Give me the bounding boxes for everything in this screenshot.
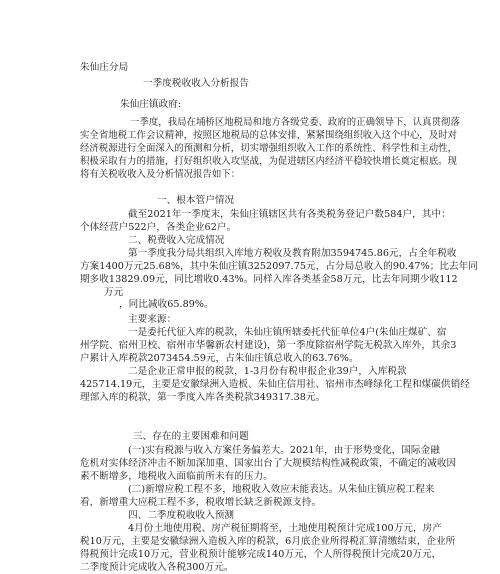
text-line: 素不断增多，地税收入面临前所未有的压力。 bbox=[80, 471, 273, 482]
section-heading-4: 四、二季度税收收入预测 bbox=[128, 510, 235, 521]
text-line: 截至2021年一季度末，朱仙庄镇辖区共有各类税务登记户数584户，其中： bbox=[128, 209, 451, 220]
section-heading-1: 一、根本管户情况 bbox=[157, 195, 235, 206]
section-heading-2: 二、税费收入完成情况 bbox=[128, 235, 225, 246]
section-heading-3: 三、存在的主要困难和问题 bbox=[133, 431, 249, 442]
text-line: 第一季度我分局共组织入库地方税收及教育附加3594745.86元，占全年税收 bbox=[128, 248, 457, 259]
text-line: 425714.19元，主要是安徽绿洲入造板、朱仙庄信用社、宿州市杰峰绿化工程和煤碳供销经 bbox=[80, 379, 470, 390]
text-line: 户累计入库税款2073454.59元，占朱仙庄镇总收入的63.76%。 bbox=[80, 353, 359, 364]
text-line: 理部入库的税款，第一季度入库各类税款349317.38元。 bbox=[80, 392, 326, 403]
text-line: 方案1400万元25.68%，其中朱仙庄镇3252097.75元，占分局总收入的90.47%；比去年同 bbox=[80, 261, 478, 272]
text-line: 二季度预计完成收入各税300万元。 bbox=[80, 562, 234, 573]
text-line: (一)实有税源与收入方案任务偏差大。2021年，由于形势变化，国际金融 bbox=[128, 445, 440, 456]
salutation: 朱仙庄镇政府: bbox=[120, 99, 182, 110]
department-name: 朱仙庄分局 bbox=[80, 62, 129, 73]
text-line: 4月份土地使用税、房产税征期将至，土地使用税预计完成100万元，房产 bbox=[128, 523, 442, 534]
text-line: 二是企业正常申报的税款，1-3月份有税申报企业39户，入库税款 bbox=[128, 366, 407, 377]
text-line: (二)新增应税工程不多，地税收入效应未能表达。从朱仙庄镇应税工程来 bbox=[128, 484, 435, 495]
text-line: 个体经营户522户，各类企业62户。 bbox=[80, 222, 237, 233]
text-line: 得税预计完成10万元，营业税预计能够完成140万元，个人所得税预计完成20万元， bbox=[80, 549, 442, 560]
text-line: 一是委托代征入库的税款，朱仙庄镇所辖委托代征单位4户(朱仙庄煤矿、宿 bbox=[128, 327, 447, 338]
text-line: 期多收13829.09元，同比增收0.43%。同样入库各类基金58万元，比去年同期少收112 bbox=[80, 274, 458, 285]
intro-paragraph: 一季度，我局在埇桥区地税局和地方各级党委、政府的正确领导下，认真贯彻落实全省地税工作会议精神，按照区地税局的总体安排，紧紧围绕组织收入这个中心，及时对经济税源进行全面深入的预测和分析，切实增强组织收入工作的系统性、科学性和主动性，积极采取有力的措施，打好组织收入攻坚战，为促进辖区内经济平稳较快增长奠定根底。现将有关税收收入及分析情况报告如下： bbox=[80, 117, 460, 180]
text-line: ，同比减收65.89%。 bbox=[119, 299, 214, 310]
report-title: 一季度税收收入分析报告 bbox=[143, 78, 250, 89]
text-line: 万元 bbox=[104, 287, 124, 298]
text-line: 州学院、宿州卫校、宿州市华馨新农村建设)，第一季度除宿州学院无税款入库外，其余3 bbox=[80, 340, 457, 351]
text-line: 税10万元，主要是安徽绿洲入造板入库的税款，6月底企业所得税汇算清缴结束，企业所 bbox=[80, 536, 456, 547]
text-line: 主要来源： bbox=[128, 314, 177, 325]
text-line: 看，新增重大应税工程不多，税收增长缺乏新税源支持。 bbox=[80, 497, 322, 508]
text-line: 危机对实体经济冲击不断加深加重、国家出台了大规模结构性减税政策，不确定的减收因 bbox=[80, 458, 457, 469]
